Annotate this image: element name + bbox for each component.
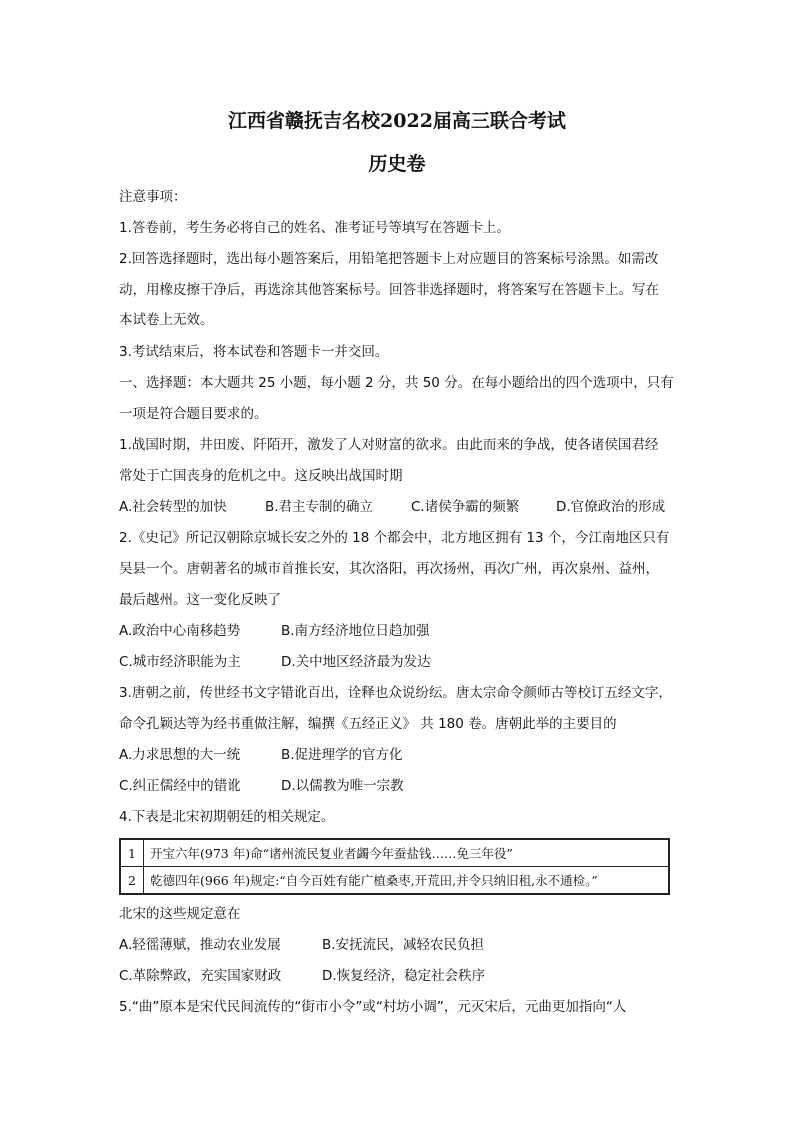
exam-subject: 历史卷 — [368, 153, 426, 175]
option-b[interactable]: B.安抚流民，减轻农民负担 — [322, 937, 485, 953]
policy-table — [119, 838, 670, 895]
option-c[interactable]: C.纠正儒经中的错讹 — [119, 778, 241, 794]
question-2-stem: 2.《史记》所记汉朝除京城长安之外的 18 个都会中，北方地区拥有 13 个，今江南地区只有 — [119, 530, 670, 546]
row-text: 开宝六年(973 年)命“诸州流民复业者蠲今年蚕盐钱……免三年役” — [144, 839, 670, 867]
row-text: 乾德四年(966 年)规定:“自今百姓有能广植桑枣,开荒田,并令只纳旧租,永不通检。” — [144, 867, 670, 895]
option-c[interactable]: C.诸侯争霸的频繁 — [411, 499, 520, 515]
option-a[interactable]: A.政治中心南移趋势 — [119, 623, 241, 639]
notice-line: 2.回答选择题时，选出每小题答案后，用铅笔把答题卡上对应题目的答案标号涂黑。如需改 — [119, 251, 659, 267]
question-3-stem: 命令孔颖达等为经书重做注解，编撰《五经正义》 共 180 卷。唐朝此举的主要目的 — [119, 716, 617, 732]
option-d[interactable]: D.关中地区经济最为发达 — [281, 654, 431, 670]
option-c[interactable]: C.城市经济职能为主 — [119, 654, 241, 670]
question-2-stem: 最后越州。这一变化反映了 — [119, 592, 281, 608]
question-3-stem: 3.唐朝之前，传世经书文字错讹百出，诠释也众说纷纭。唐太宗命令颜师古等校订五经文字， — [119, 685, 672, 701]
option-b[interactable]: B.南方经济地位日趋加强 — [281, 623, 430, 639]
table-row — [120, 867, 669, 895]
question-5-stem: 5.“曲”原本是宋代民间流传的“街市小令”或“村坊小调”，元灭宋后，元曲更加指向“人 — [119, 999, 627, 1015]
notice-line: 3.考试结束后，将本试卷和答题卡一并交回。 — [119, 344, 389, 360]
option-b[interactable]: B.君主专制的确立 — [265, 499, 374, 515]
row-number: 2 — [120, 867, 144, 895]
option-d[interactable]: D.官僚政治的形成 — [556, 499, 666, 515]
question-2-stem: 吴县一个。唐朝著名的城市首推长安，其次洛阳，再次扬州，再次广州，再次泉州、益州， — [119, 561, 659, 577]
question-4-intro: 4.下表是北宋初期朝廷的相关规定。 — [119, 809, 335, 825]
option-d[interactable]: D.恢复经济，稳定社会秩序 — [322, 968, 486, 984]
row-number: 1 — [120, 839, 144, 867]
question-1-stem: 常处于亡国丧身的危机之中。这反映出战国时期 — [119, 468, 403, 484]
notice-line: 本试卷上无效。 — [119, 312, 214, 328]
section-instructions: 一项是符合题目要求的。 — [119, 406, 268, 422]
option-b[interactable]: B.促进理学的官方化 — [281, 747, 403, 763]
option-c[interactable]: C.革除弊政，充实国家财政 — [119, 968, 282, 984]
option-d[interactable]: D.以儒教为唯一宗教 — [281, 778, 404, 794]
notice-heading: 注意事项： — [119, 189, 187, 205]
option-a[interactable]: A.力求思想的大一统 — [119, 747, 241, 763]
notice-line: 1.答卷前，考生务必将自己的姓名、准考证号等填写在答题卡上。 — [119, 220, 510, 236]
option-a[interactable]: A.轻徭薄赋，推动农业发展 — [119, 937, 281, 953]
question-1-stem: 1.战国时期，井田废、阡陌开，激发了人对财富的欲求。由此而来的争战，使各诸侯国君经 — [119, 437, 659, 453]
question-4-stem: 北宋的这些规定意在 — [119, 906, 241, 922]
notice-line: 动，用橡皮擦干净后，再选涂其他答案标号。回答非选择题时，将答案写在答题卡上。写在 — [119, 282, 659, 298]
exam-title: 江西省赣抚吉名校2022届高三联合考试 — [228, 110, 566, 132]
section-instructions: 一、选择题：本大题共 25 小题，每小题 2 分，共 50 分。在每小题给出的四个选项中，只有 — [119, 375, 674, 391]
option-a[interactable]: A.社会转型的加快 — [119, 499, 227, 515]
table-row — [120, 839, 669, 867]
